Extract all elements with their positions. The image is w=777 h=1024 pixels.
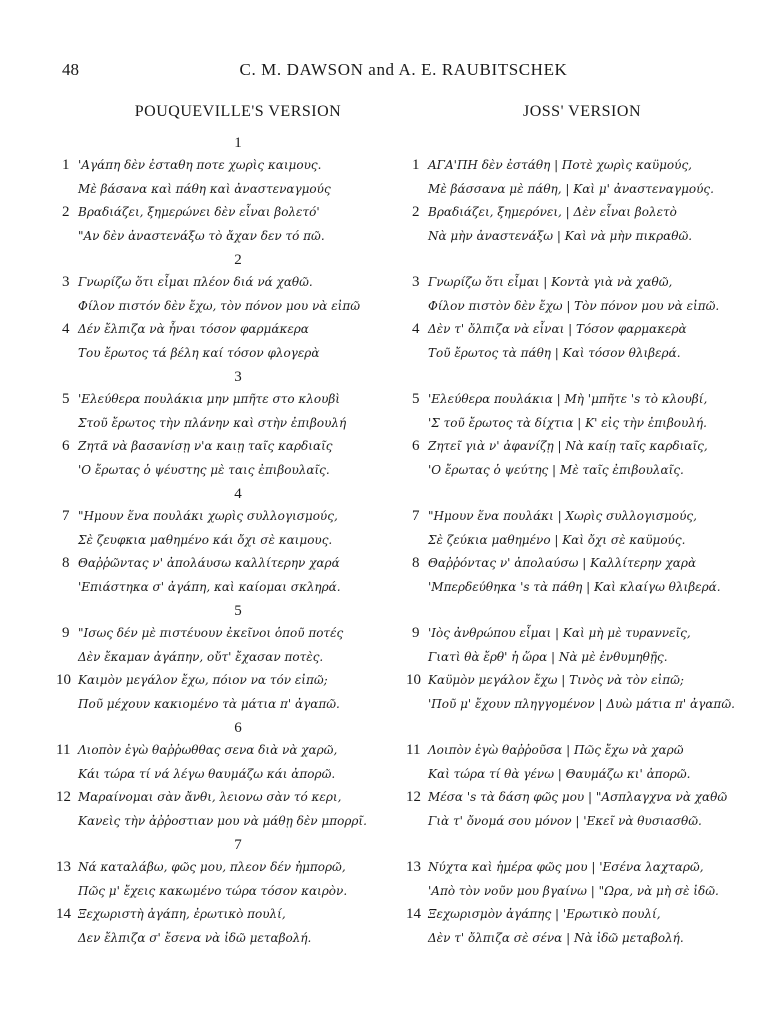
verse-text: Δέν ἔλπιζα νὰ ἦναι τόσον φαρμάκερα	[78, 322, 309, 336]
verse-text: Θαῤῥόντας ν' ἀπολαύσω | Καλλίτερην χαρὰ	[428, 556, 697, 570]
verse-line	[412, 459, 732, 483]
line-number: 11	[406, 742, 421, 758]
verse-line	[412, 927, 732, 951]
verse-line	[412, 552, 732, 576]
stanza	[62, 483, 384, 600]
stanza	[406, 834, 732, 951]
verse-text: Τοῦ ἔρωτος τὰ πάθη | Καὶ τόσον θλιβερά.	[428, 345, 681, 360]
verse-text: Του ἔρωτος τά βέλη καί τόσον φλογερὰ	[78, 345, 320, 360]
verse-line	[412, 435, 732, 459]
stanza	[406, 600, 735, 717]
verse-line	[62, 201, 384, 225]
line-number: 13	[406, 859, 421, 875]
pouqueville-version-column	[56, 100, 384, 951]
verse-line	[62, 576, 384, 600]
verse-line	[406, 739, 732, 763]
stanza-number	[412, 249, 732, 271]
stanza	[412, 366, 732, 483]
line-number: 11	[56, 742, 71, 758]
stanza	[62, 249, 384, 366]
line-number: 2	[62, 204, 70, 220]
verse-line	[62, 318, 384, 342]
verse-line	[62, 295, 384, 319]
verse-text: Δὲν τ' ὄλπιζα νὰ εἶναι | Τόσον φαρμακερὰ	[428, 322, 687, 336]
verse-line	[62, 178, 384, 202]
verse-text: 'Ελεύθερα πουλάκια | Μὴ 'μπῆτε 's τὸ κλουβί,	[428, 392, 708, 406]
verse-text: Καιμὸν μεγάλον ἔχω, πόιον να τόν εἰπῶ;	[78, 673, 328, 687]
verse-line	[56, 669, 384, 693]
stanza-number: 3	[234, 369, 242, 385]
verse-text: Γιατὶ θὰ ἔρθ' ἡ ὥρα | Νὰ μὲ ἐνθυμηθῇς.	[428, 649, 668, 664]
verse-text: 'Σ τοῦ ἔρωτος τὰ δίχτια | Κ' εἰς τὴν ἐπιβουλή.	[428, 415, 707, 430]
stanza-number	[412, 717, 732, 739]
verse-line	[412, 763, 732, 787]
verse-line	[412, 505, 732, 529]
stanza-number: 1	[234, 135, 242, 151]
verse-line	[62, 880, 384, 904]
verse-text: Ζητᾶ νὰ βασανίσῃ ν'α καιῃ ταῖς καρδιαῖς	[78, 439, 333, 453]
line-number: 13	[56, 859, 71, 875]
stanza-number	[412, 600, 732, 622]
stanza	[412, 483, 732, 600]
stanza	[56, 834, 384, 951]
stanza	[62, 132, 384, 249]
verse-text: Κανεὶς τὴν ἀῤῥοστιαν μου νὰ μάθῃ δὲν μπορρῖ.	[78, 813, 367, 828]
verse-text: Βραδιάζει, ξημερόνει, | Δὲν εἶναι βολετὸ	[428, 205, 677, 219]
verse-text: Γνωρίζω ὅτι εἶμαι | Κοντὰ γιὰ νὰ χαθῶ,	[428, 275, 673, 289]
line-number: 3	[412, 274, 420, 290]
verse-line	[412, 810, 732, 834]
verse-line	[412, 693, 735, 717]
verse-line	[412, 295, 732, 319]
verse-line	[56, 856, 384, 880]
verse-text: Νὰ μὴν ἀναστενάξω | Καὶ νὰ μὴν πικραθῶ.	[428, 228, 693, 243]
line-number: 9	[412, 625, 420, 641]
stanza-number: 4	[234, 486, 242, 502]
verse-line	[62, 459, 384, 483]
verse-line	[62, 342, 384, 366]
line-number: 5	[412, 391, 420, 407]
column-title: JOSS' VERSION	[522, 103, 641, 120]
verse-text: Νύχτα καὶ ἡμέρα φῶς μου | 'Εσένα λαχταρῶ,	[428, 860, 704, 874]
stanza-number: 7	[234, 837, 242, 853]
verse-text: Γνωρίζω ὅτι εἶμαι πλέον διά νά χαθῶ.	[78, 275, 313, 289]
verse-line	[406, 786, 732, 810]
verse-line	[62, 622, 384, 646]
verse-text: 'Αγάπη δὲν ἐσταθη ποτε χωρὶς καιμους.	[78, 158, 322, 172]
line-number: 7	[412, 508, 420, 524]
line-number: 14	[56, 906, 71, 922]
verse-line	[412, 201, 732, 225]
verse-text: 'Ελεύθερα πουλάκια μην μπῆτε στο κλουβὶ	[78, 392, 341, 406]
line-number: 10	[406, 672, 421, 688]
line-number: 4	[62, 321, 70, 337]
verse-text: Λιοπὸν ἐγὼ θαῤῥωθθας σενα διὰ νὰ χαρῶ,	[78, 743, 338, 757]
running-header-authors: C. M. DAWSON and A. E. RAUBITSCHEK	[239, 60, 568, 79]
verse-text: Στοῦ ἔρωτος τὴν πλάνην καὶ στὴν ἐπιβουλή	[78, 415, 347, 430]
stanza-number: 2	[234, 252, 242, 268]
verse-line	[62, 271, 384, 295]
verse-line	[62, 552, 384, 576]
verse-text: Μὲ βάσανα καὶ πάθη καὶ ἀναστεναγμούς	[78, 181, 331, 196]
verse-text: 'Ιὸς ἀνθρώπου εἶμαι | Καὶ μὴ μὲ τυραννεῖς,	[428, 626, 691, 640]
verse-line	[412, 388, 732, 412]
verse-line	[406, 903, 732, 927]
line-number: 3	[62, 274, 70, 290]
verse-text: Καὶ τώρα τί θὰ γένω | Θαυμάζω κι' ἀπορῶ.	[428, 766, 691, 781]
verse-line	[412, 880, 732, 904]
stanza	[412, 132, 732, 249]
verse-line	[56, 739, 384, 763]
line-number: 6	[62, 438, 70, 454]
line-number: 8	[412, 555, 420, 571]
verse-text: 'Ποῦ μ' ἔχουν πληγγομένον | Δυὼ μάτια π' ἀγαπῶ.	[428, 696, 735, 711]
verse-text: Μαραίνομαι σὰν ἄνθι, λειονω σὰν τό κερι,	[78, 790, 342, 804]
line-number: 4	[412, 321, 420, 337]
line-number: 8	[62, 555, 70, 571]
line-number: 1	[412, 157, 420, 173]
verse-line	[56, 786, 384, 810]
verse-line	[62, 225, 384, 249]
stanza	[56, 717, 384, 834]
verse-line	[412, 412, 732, 436]
verse-text: Νά καταλάβω, φῶς μου, πλεον δέν ἠμπορῶ,	[78, 860, 346, 874]
line-number: 7	[62, 508, 70, 524]
line-number: 9	[62, 625, 70, 641]
line-number: 2	[412, 204, 420, 220]
verse-text: Δεν ἔλπιζα σ' ἔσενα νὰ ἰδῶ μεταβολή.	[78, 930, 312, 945]
verse-line	[406, 856, 732, 880]
verse-text: Πῶς μ' ἔχεις κακωμένο τώρα τόσον καιρὸν.	[78, 883, 348, 898]
verse-text: Φίλον πιστόν δὲν ἔχω, τὸν πόνον μου νὰ εἰπῶ	[78, 298, 361, 313]
verse-text: Καϋμὸν μεγάλον ἔχω | Τινὸς νὰ τὸν εἰπῶ;	[428, 673, 684, 687]
line-number: 12	[406, 789, 421, 805]
verse-text: Ξεχωριστὴ ἀγάπη, ἐρωτικὸ πουλί,	[78, 907, 286, 921]
verse-line	[412, 154, 732, 178]
verse-line	[412, 622, 732, 646]
verse-text: Ζητεῖ γιὰ ν' ἀφανίζῃ | Νὰ καίῃ ταῖς καρδιαῖς,	[428, 439, 708, 453]
line-number: 12	[56, 789, 71, 805]
verse-line	[412, 178, 732, 202]
verse-text: "Αν δὲν ἀναστενάξω τὸ ἄχαν δεν τό πῶ.	[78, 228, 325, 243]
line-number: 14	[406, 906, 421, 922]
verse-text: Γιὰ τ' ὄνομά σου μόνον | 'Εκεῖ νὰ θυσιασθῶ.	[428, 813, 702, 828]
verse-line	[412, 646, 732, 670]
verse-line	[412, 529, 732, 553]
joss-version-column	[406, 100, 735, 951]
verse-text: 'Ο ἔρωτας ὁ ψέυστης μὲ ταις ἐπιβουλαῖς.	[78, 462, 330, 477]
verse-line	[62, 927, 384, 951]
stanza-number: 6	[234, 720, 242, 736]
verse-text: "Ημουν ἕνα πουλάκι | Χωρὶς συλλογισμούς,	[428, 509, 697, 523]
verse-line	[62, 388, 384, 412]
verse-text: "Ημουν ἕνα πουλάκι χωρὶς συλλογισμούς,	[78, 509, 338, 523]
verse-text: Μὲ βάσσανα μὲ πάθη, | Καὶ μ' ἀναστεναγμούς.	[428, 181, 714, 196]
line-number: 5	[62, 391, 70, 407]
verse-line	[62, 810, 384, 834]
verse-line	[56, 903, 384, 927]
verse-text: "Ισως δέν μὲ πιστέυουν ἐκεῖνοι ὁποῦ ποτές	[78, 626, 344, 640]
verse-text: Μέσα 's τὰ δάση φῶς μου | "Ασπλαγχνα νὰ χαθῶ	[428, 790, 728, 804]
line-number: 10	[56, 672, 71, 688]
stanza	[406, 717, 732, 834]
verse-text: Σὲ ζεύκια μαθημένο | Καὶ ὄχι σὲ καϋμούς.	[428, 532, 686, 547]
verse-text: Σὲ ζευφκια μαθημένο κάι ὄχι σὲ καιμους.	[78, 532, 333, 547]
verse-text: Δὲν ἔκαμαν ἀγάπην, οὔτ' ἔχασαν ποτὲς.	[78, 649, 324, 664]
verse-line	[62, 763, 384, 787]
stanza-number	[412, 483, 732, 505]
stanza	[56, 600, 384, 717]
verse-text: Δὲν τ' ὄλπιζα σὲ σένα | Νὰ ἰδῶ μεταβολή.	[428, 930, 684, 945]
verse-line	[62, 412, 384, 436]
verse-line	[62, 693, 384, 717]
verse-line	[412, 318, 732, 342]
verse-line	[62, 505, 384, 529]
verse-line	[412, 271, 732, 295]
verse-text: Φίλον πιστὸν δὲν ἔχω | Τὸν πόνον μου νὰ εἰπῶ.	[428, 298, 720, 313]
verse-line	[412, 342, 732, 366]
verse-text: Λοιπὸν ἐγὼ θαῤῥοῦσα | Πῶς ἔχω νὰ χαρῶ	[428, 743, 684, 757]
verse-text: 'Ο ἔρωτας ὁ ψεύτης | Μὲ ταῖς ἐπιβουλαῖς.	[428, 462, 684, 477]
verse-line	[62, 154, 384, 178]
stanza	[412, 249, 732, 366]
stanza-number	[412, 132, 732, 154]
verse-text: Βραδιάζει, ξημερώνει δὲν εἶναι βολετό'	[78, 205, 320, 219]
verse-line	[412, 225, 732, 249]
verse-line	[406, 669, 732, 693]
column-title: POUQUEVILLE'S VERSION	[134, 103, 342, 120]
verse-text: Ποῦ μέχουν κακιομένο τὰ μάτια π' ἀγαπῶ.	[78, 696, 340, 711]
line-number: 1	[62, 157, 70, 173]
verse-line	[412, 576, 732, 600]
verse-line	[62, 435, 384, 459]
verse-line	[62, 529, 384, 553]
stanza-number: 5	[234, 603, 242, 619]
verse-text: Ξεχωρισμὸν ἀγάπης | 'Ερωτικὸ πουλί,	[428, 907, 661, 921]
verse-text: ΑΓΑ'ΠΗ δὲν ἐστάθη | Ποτὲ χωρὶς καϋμούς,	[428, 158, 692, 172]
verse-text: 'Απὸ τὸν νοῦν μου βγαίνω | "Ωρα, νὰ μὴ σὲ ἰδῶ.	[428, 883, 719, 898]
verse-text: 'Επιάστηκα σ' ἀγάπη, καὶ καίομαι σκληρά.	[78, 579, 341, 594]
stanza	[62, 366, 384, 483]
verse-text: Θαῤῥῶντας ν' ἀπολάυσω καλλίτερην χαρά	[78, 556, 340, 570]
line-number: 6	[412, 438, 420, 454]
stanza-number	[412, 834, 732, 856]
stanza-number	[412, 366, 732, 388]
page-number: 48	[62, 60, 79, 79]
verse-text: Κάι τώρα τί νά λέγω θαυμάζω κάι ἀπορῶ.	[78, 766, 336, 781]
verse-text: 'Μπερδεύθηκα 's τὰ πάθη | Καὶ κλαίγω θλιβερά.	[428, 579, 721, 594]
verse-line	[62, 646, 384, 670]
